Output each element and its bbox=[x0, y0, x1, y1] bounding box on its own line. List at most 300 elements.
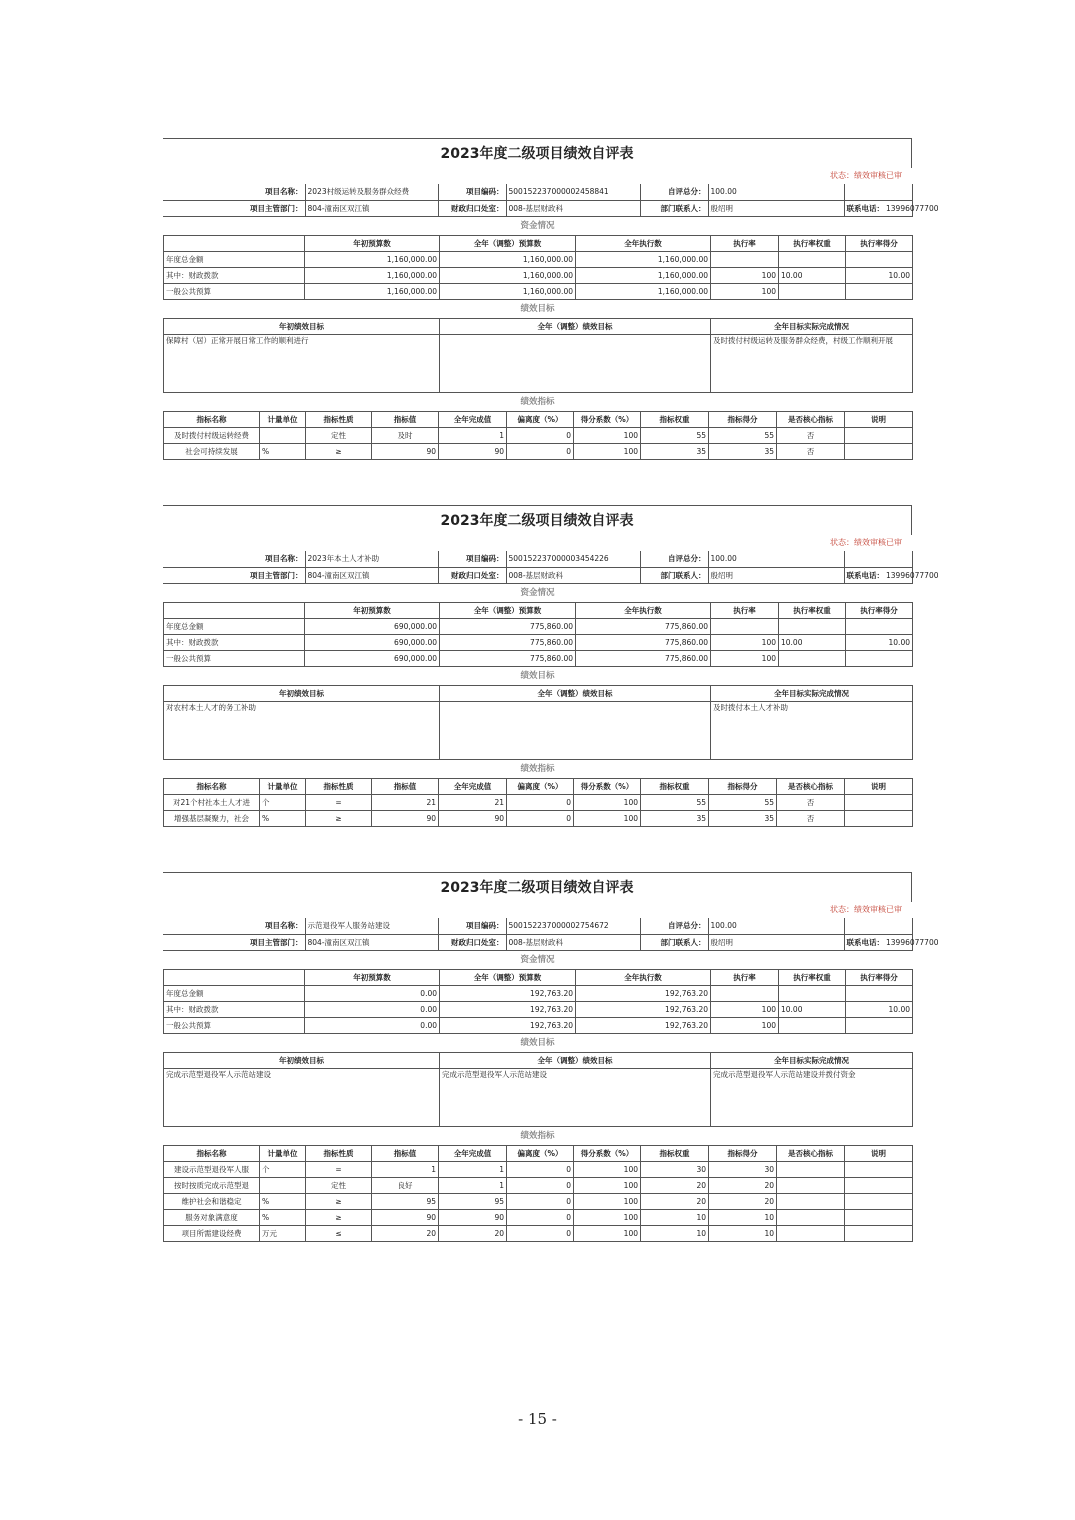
goal-header: 全年（调整）绩效目标 bbox=[440, 318, 711, 334]
phone-label bbox=[844, 567, 939, 583]
funds-cell: 1,160,000.00 bbox=[576, 251, 711, 267]
funds-cell bbox=[846, 251, 913, 267]
funds-cell bbox=[779, 251, 846, 267]
indicator-header: 说明 bbox=[845, 1145, 913, 1161]
indicator-cell: 1 bbox=[439, 1161, 507, 1177]
indicator-cell: 定性 bbox=[306, 1177, 372, 1193]
funds-header: 年初预算数 bbox=[305, 235, 440, 251]
dept-label: 项目主管部门： bbox=[163, 567, 305, 583]
funds-header bbox=[164, 602, 305, 618]
funds-header: 执行率权重 bbox=[779, 969, 846, 985]
funds-header: 执行率得分 bbox=[846, 969, 913, 985]
funds-cell: 1,160,000.00 bbox=[440, 283, 576, 299]
indicator-cell: 20 bbox=[641, 1177, 709, 1193]
score-label: 自评总分： bbox=[640, 551, 708, 567]
indicator-cell: 否 bbox=[777, 427, 845, 443]
funds-cell: 年度总金额 bbox=[164, 618, 305, 634]
funds-header: 执行率 bbox=[711, 602, 779, 618]
goal-header: 年初绩效目标 bbox=[164, 318, 440, 334]
funds-cell: 10.00 bbox=[846, 267, 913, 283]
project-name-label: 项目名称： bbox=[163, 184, 305, 200]
section-goals: 绩效目标 bbox=[520, 670, 555, 681]
goal-text: 及时拨付村级运转及服务群众经费，村级工作顺利开展 bbox=[711, 334, 913, 392]
indicator-cell: 0 bbox=[507, 443, 574, 459]
score-value: 100.00 bbox=[708, 918, 844, 934]
dept-value: 804-潼南区双江镇 bbox=[305, 200, 438, 216]
indicators-table bbox=[163, 1145, 913, 1242]
indicator-header: 指标值 bbox=[372, 411, 439, 427]
indicator-header: 指标值 bbox=[372, 778, 439, 794]
goal-text bbox=[440, 701, 711, 759]
indicator-cell: 10 bbox=[709, 1225, 777, 1241]
indicator-cell bbox=[845, 1177, 913, 1193]
indicator-cell bbox=[845, 1225, 913, 1241]
project-name-value: 示范退役军人服务站建设 bbox=[305, 918, 438, 934]
phone-value: 13996077700 bbox=[886, 937, 939, 947]
indicator-cell: 20 bbox=[641, 1193, 709, 1209]
funds-table bbox=[163, 969, 913, 1034]
funds-cell: 0.00 bbox=[305, 1017, 440, 1033]
indicator-header: 得分系数（%） bbox=[574, 1145, 641, 1161]
finance-label: 财政归口处室： bbox=[438, 567, 506, 583]
indicator-cell: 90 bbox=[372, 810, 439, 826]
form-title: 2023年度二级项目绩效自评表 bbox=[163, 505, 912, 535]
funds-cell: 775,860.00 bbox=[440, 634, 576, 650]
indicator-cell bbox=[845, 443, 913, 459]
indicator-row bbox=[164, 810, 913, 826]
section-indicators: 绩效指标 bbox=[520, 1130, 555, 1141]
funds-row bbox=[164, 618, 913, 634]
indicator-header: 是否核心指标 bbox=[777, 778, 845, 794]
project-code-value: 500152237000003454226 bbox=[506, 551, 640, 567]
funds-cell: 10.00 bbox=[846, 1001, 913, 1017]
funds-header: 全年（调整）预算数 bbox=[440, 602, 576, 618]
project-name-value: 2023村级运转及服务群众经费 bbox=[305, 184, 438, 200]
indicator-header: 指标名称 bbox=[164, 778, 260, 794]
indicator-header: 指标权重 bbox=[641, 411, 709, 427]
goal-text: 保障村（居）正常开展日常工作的顺利进行 bbox=[164, 334, 440, 392]
goal-header: 全年（调整）绩效目标 bbox=[440, 1052, 711, 1068]
indicator-row bbox=[164, 1161, 913, 1177]
funds-cell: 775,860.00 bbox=[440, 618, 576, 634]
funds-header: 执行率权重 bbox=[779, 602, 846, 618]
indicator-header: 指标权重 bbox=[641, 1145, 709, 1161]
indicator-cell: 建设示范型退役军人服 bbox=[164, 1161, 260, 1177]
project-code-value: 500152237000002754672 bbox=[506, 918, 640, 934]
goal-header: 全年目标实际完成情况 bbox=[711, 1052, 913, 1068]
funds-cell: 10.00 bbox=[779, 634, 846, 650]
goal-header: 全年（调整）绩效目标 bbox=[440, 685, 711, 701]
funds-cell: 1,160,000.00 bbox=[440, 267, 576, 283]
indicator-cell: ≥ bbox=[306, 443, 372, 459]
status-badge: 状态：绩效审核已审 bbox=[830, 905, 902, 914]
indicator-cell: 10 bbox=[709, 1209, 777, 1225]
project-name-value: 2023年本土人才补助 bbox=[305, 551, 438, 567]
score-label: 自评总分： bbox=[640, 918, 708, 934]
indicator-cell: 维护社会和谐稳定 bbox=[164, 1193, 260, 1209]
funds-cell: 775,860.00 bbox=[576, 634, 711, 650]
finance-label: 财政归口处室： bbox=[438, 934, 506, 950]
indicator-cell: 55 bbox=[641, 427, 709, 443]
phone-label-text: 联系电话： bbox=[846, 203, 884, 213]
section-goals: 绩效目标 bbox=[520, 1037, 555, 1048]
indicator-header: 指标得分 bbox=[709, 411, 777, 427]
indicator-header: 偏离度（%） bbox=[507, 411, 574, 427]
funds-cell: 100 bbox=[711, 1017, 779, 1033]
status-badge: 状态：绩效审核已审 bbox=[830, 538, 902, 547]
indicator-cell: 0 bbox=[507, 1193, 574, 1209]
indicator-cell: 100 bbox=[574, 794, 641, 810]
indicator-cell: 项目所需建设经费 bbox=[164, 1225, 260, 1241]
funds-cell: 690,000.00 bbox=[305, 634, 440, 650]
funds-cell: 一般公共预算 bbox=[164, 1017, 305, 1033]
finance-value: 008-基层财政科 bbox=[506, 200, 640, 216]
indicator-cell: 1 bbox=[439, 427, 507, 443]
project-info-table bbox=[163, 184, 939, 217]
goal-text bbox=[440, 334, 711, 392]
indicator-cell bbox=[777, 1225, 845, 1241]
indicator-row bbox=[164, 1177, 913, 1193]
indicator-cell: 90 bbox=[372, 443, 439, 459]
goals-table bbox=[163, 318, 913, 393]
indicator-header: 指标权重 bbox=[641, 778, 709, 794]
funds-cell: 192,763.20 bbox=[440, 1017, 576, 1033]
funds-cell bbox=[711, 251, 779, 267]
funds-row bbox=[164, 283, 913, 299]
indicator-cell: ≥ bbox=[306, 810, 372, 826]
indicator-cell bbox=[777, 1177, 845, 1193]
indicator-cell: 否 bbox=[777, 443, 845, 459]
funds-header: 全年执行数 bbox=[576, 602, 711, 618]
indicator-cell: ≥ bbox=[306, 1209, 372, 1225]
contact-label: 部门联系人： bbox=[640, 200, 708, 216]
indicator-header: 指标性质 bbox=[306, 1145, 372, 1161]
indicator-header: 指标名称 bbox=[164, 1145, 260, 1161]
funds-cell: 其中：财政拨款 bbox=[164, 1001, 305, 1017]
indicator-cell bbox=[777, 1193, 845, 1209]
dept-value: 804-潼南区双江镇 bbox=[305, 934, 438, 950]
indicator-cell: 55 bbox=[709, 427, 777, 443]
indicator-cell: 10 bbox=[641, 1225, 709, 1241]
indicator-cell: 30 bbox=[709, 1161, 777, 1177]
indicator-cell: 否 bbox=[777, 810, 845, 826]
indicator-header: 得分系数（%） bbox=[574, 778, 641, 794]
page-number: - 15 - bbox=[518, 1410, 557, 1428]
funds-cell bbox=[846, 1017, 913, 1033]
goal-text: 完成示范型退役军人示范站建设 bbox=[440, 1068, 711, 1126]
funds-header: 年初预算数 bbox=[305, 602, 440, 618]
indicator-header: 指标得分 bbox=[709, 778, 777, 794]
funds-cell: 100 bbox=[711, 1001, 779, 1017]
funds-cell: 100 bbox=[711, 634, 779, 650]
indicator-header: 得分系数（%） bbox=[574, 411, 641, 427]
indicator-cell: 个 bbox=[260, 794, 306, 810]
indicator-cell: % bbox=[260, 1193, 306, 1209]
funds-cell: 年度总金额 bbox=[164, 985, 305, 1001]
funds-header: 全年（调整）预算数 bbox=[440, 235, 576, 251]
form-2 bbox=[163, 505, 939, 827]
indicator-cell: 按时按质完成示范型退 bbox=[164, 1177, 260, 1193]
indicator-cell: 100 bbox=[574, 1209, 641, 1225]
funds-cell bbox=[846, 650, 913, 666]
indicator-cell: 否 bbox=[777, 794, 845, 810]
indicator-row bbox=[164, 427, 913, 443]
funds-cell: 1,160,000.00 bbox=[576, 267, 711, 283]
goal-header: 全年目标实际完成情况 bbox=[711, 318, 913, 334]
funds-cell bbox=[846, 618, 913, 634]
indicator-cell: 10 bbox=[641, 1209, 709, 1225]
project-name-label: 项目名称： bbox=[163, 551, 305, 567]
indicator-cell: 服务对象满意度 bbox=[164, 1209, 260, 1225]
funds-header: 执行率权重 bbox=[779, 235, 846, 251]
funds-header: 执行率得分 bbox=[846, 235, 913, 251]
funds-cell bbox=[779, 283, 846, 299]
indicator-row bbox=[164, 443, 913, 459]
funds-cell: 100 bbox=[711, 267, 779, 283]
indicator-header: 是否核心指标 bbox=[777, 411, 845, 427]
indicator-cell: 1 bbox=[439, 1177, 507, 1193]
funds-cell bbox=[779, 1017, 846, 1033]
indicator-cell: 0 bbox=[507, 1161, 574, 1177]
score-label: 自评总分： bbox=[640, 184, 708, 200]
indicator-cell: = bbox=[306, 1161, 372, 1177]
finance-label: 财政归口处室： bbox=[438, 200, 506, 216]
indicator-cell: 55 bbox=[709, 794, 777, 810]
indicator-header: 说明 bbox=[845, 778, 913, 794]
indicator-cell bbox=[845, 1193, 913, 1209]
funds-table bbox=[163, 235, 913, 300]
goal-header: 全年目标实际完成情况 bbox=[711, 685, 913, 701]
indicator-header: 指标性质 bbox=[306, 411, 372, 427]
section-funds: 资金情况 bbox=[520, 954, 555, 965]
indicator-header: 全年完成值 bbox=[439, 411, 507, 427]
indicator-cell: 0 bbox=[507, 1225, 574, 1241]
goal-text: 完成示范型退役军人示范站建设 bbox=[164, 1068, 440, 1126]
indicator-cell: 对21个村社本土人才进 bbox=[164, 794, 260, 810]
funds-cell bbox=[711, 985, 779, 1001]
indicator-cell: 及时 bbox=[372, 427, 439, 443]
indicator-cell: 增强基层凝聚力，社会 bbox=[164, 810, 260, 826]
indicator-cell bbox=[260, 1177, 306, 1193]
goals-table bbox=[163, 1052, 913, 1127]
funds-header: 全年执行数 bbox=[576, 969, 711, 985]
phone-label-text: 联系电话： bbox=[846, 570, 884, 580]
indicator-cell: 20 bbox=[439, 1225, 507, 1241]
dept-label: 项目主管部门： bbox=[163, 200, 305, 216]
funds-cell: 775,860.00 bbox=[576, 618, 711, 634]
indicator-header: 指标值 bbox=[372, 1145, 439, 1161]
indicator-cell: 35 bbox=[709, 810, 777, 826]
indicator-cell: 100 bbox=[574, 810, 641, 826]
indicator-cell: = bbox=[306, 794, 372, 810]
project-info-table bbox=[163, 918, 939, 951]
indicator-cell: 90 bbox=[439, 443, 507, 459]
indicator-header: 是否核心指标 bbox=[777, 1145, 845, 1161]
funds-header: 执行率 bbox=[711, 969, 779, 985]
indicator-cell: % bbox=[260, 810, 306, 826]
funds-row bbox=[164, 267, 913, 283]
status-badge: 状态：绩效审核已审 bbox=[830, 171, 902, 180]
section-indicators: 绩效指标 bbox=[520, 396, 555, 407]
indicator-row bbox=[164, 1225, 913, 1241]
indicator-header: 偏离度（%） bbox=[507, 1145, 574, 1161]
phone-label-text: 联系电话： bbox=[846, 937, 884, 947]
funds-cell: 其中：财政拨款 bbox=[164, 267, 305, 283]
goal-text: 对农村本土人才的务工补助 bbox=[164, 701, 440, 759]
funds-cell: 690,000.00 bbox=[305, 650, 440, 666]
dept-label: 项目主管部门： bbox=[163, 934, 305, 950]
funds-cell: 1,160,000.00 bbox=[576, 283, 711, 299]
indicator-header: 偏离度（%） bbox=[507, 778, 574, 794]
funds-header: 年初预算数 bbox=[305, 969, 440, 985]
indicator-cell: 55 bbox=[641, 794, 709, 810]
funds-cell bbox=[779, 985, 846, 1001]
indicator-row bbox=[164, 1209, 913, 1225]
funds-cell: 一般公共预算 bbox=[164, 283, 305, 299]
indicator-cell bbox=[260, 427, 306, 443]
contact-value: 殷绍明 bbox=[708, 567, 844, 583]
contact-value: 殷绍明 bbox=[708, 200, 844, 216]
indicator-cell: 20 bbox=[709, 1177, 777, 1193]
indicator-cell: % bbox=[260, 1209, 306, 1225]
phone-value: 13996077700 bbox=[886, 570, 939, 580]
funds-cell: 192,763.20 bbox=[576, 1001, 711, 1017]
indicator-row bbox=[164, 794, 913, 810]
indicator-cell: 30 bbox=[641, 1161, 709, 1177]
indicator-header: 全年完成值 bbox=[439, 778, 507, 794]
indicator-cell: 90 bbox=[439, 810, 507, 826]
indicator-cell: 100 bbox=[574, 427, 641, 443]
indicator-cell: 社会可持续发展 bbox=[164, 443, 260, 459]
funds-row bbox=[164, 634, 913, 650]
funds-header bbox=[164, 235, 305, 251]
funds-row bbox=[164, 985, 913, 1001]
form-1 bbox=[163, 138, 939, 460]
funds-row bbox=[164, 251, 913, 267]
phone-value: 13996077700 bbox=[886, 203, 939, 213]
funds-cell bbox=[779, 618, 846, 634]
indicator-cell: 90 bbox=[439, 1209, 507, 1225]
indicators-table bbox=[163, 411, 913, 460]
indicator-header: 说明 bbox=[845, 411, 913, 427]
project-code-label: 项目编码： bbox=[438, 551, 506, 567]
funds-cell: 一般公共预算 bbox=[164, 650, 305, 666]
funds-table bbox=[163, 602, 913, 667]
funds-row bbox=[164, 1017, 913, 1033]
finance-value: 008-基层财政科 bbox=[506, 567, 640, 583]
indicator-cell: 0 bbox=[507, 794, 574, 810]
finance-value: 008-基层财政科 bbox=[506, 934, 640, 950]
funds-cell: 1,160,000.00 bbox=[440, 251, 576, 267]
indicator-header: 指标得分 bbox=[709, 1145, 777, 1161]
funds-header bbox=[164, 969, 305, 985]
indicator-cell: 0 bbox=[507, 810, 574, 826]
indicator-cell: 1 bbox=[372, 1161, 439, 1177]
section-indicators: 绩效指标 bbox=[520, 763, 555, 774]
indicator-cell: 及时拨付村级运转经费 bbox=[164, 427, 260, 443]
indicator-header: 指标名称 bbox=[164, 411, 260, 427]
indicator-cell: 35 bbox=[641, 810, 709, 826]
indicators-table bbox=[163, 778, 913, 827]
funds-cell: 其中：财政拨款 bbox=[164, 634, 305, 650]
funds-cell bbox=[779, 650, 846, 666]
funds-cell: 690,000.00 bbox=[305, 618, 440, 634]
project-code-label: 项目编码： bbox=[438, 184, 506, 200]
indicator-cell: 100 bbox=[574, 1193, 641, 1209]
funds-cell: 192,763.20 bbox=[440, 1001, 576, 1017]
funds-cell: 0.00 bbox=[305, 985, 440, 1001]
funds-cell: 1,160,000.00 bbox=[305, 251, 440, 267]
indicator-cell: 90 bbox=[372, 1209, 439, 1225]
funds-cell: 100 bbox=[711, 283, 779, 299]
dept-value: 804-潼南区双江镇 bbox=[305, 567, 438, 583]
goal-text: 完成示范型退役军人示范站建设并拨付资金 bbox=[711, 1068, 913, 1126]
section-funds: 资金情况 bbox=[520, 220, 555, 231]
funds-cell bbox=[711, 618, 779, 634]
indicator-cell: 95 bbox=[439, 1193, 507, 1209]
indicator-cell: ≥ bbox=[306, 1193, 372, 1209]
indicator-cell: 100 bbox=[574, 1161, 641, 1177]
indicator-header: 计量单位 bbox=[260, 778, 306, 794]
project-code-value: 500152237000002458841 bbox=[506, 184, 640, 200]
funds-row bbox=[164, 650, 913, 666]
indicator-cell: 21 bbox=[439, 794, 507, 810]
funds-cell bbox=[846, 985, 913, 1001]
indicator-cell bbox=[777, 1161, 845, 1177]
funds-cell: 0.00 bbox=[305, 1001, 440, 1017]
funds-cell: 1,160,000.00 bbox=[305, 267, 440, 283]
indicator-cell: 个 bbox=[260, 1161, 306, 1177]
score-value: 100.00 bbox=[708, 184, 844, 200]
indicator-header: 计量单位 bbox=[260, 1145, 306, 1161]
project-info-table bbox=[163, 551, 939, 584]
contact-value: 殷绍明 bbox=[708, 934, 844, 950]
funds-cell: 192,763.20 bbox=[576, 985, 711, 1001]
funds-cell: 100 bbox=[711, 650, 779, 666]
indicator-cell: % bbox=[260, 443, 306, 459]
indicator-row bbox=[164, 1193, 913, 1209]
indicator-header: 计量单位 bbox=[260, 411, 306, 427]
contact-label: 部门联系人： bbox=[640, 567, 708, 583]
indicator-header: 指标性质 bbox=[306, 778, 372, 794]
indicator-cell: 20 bbox=[709, 1193, 777, 1209]
indicator-cell: 100 bbox=[574, 1177, 641, 1193]
funds-cell: 1,160,000.00 bbox=[305, 283, 440, 299]
indicator-cell: 0 bbox=[507, 427, 574, 443]
project-name-label: 项目名称： bbox=[163, 918, 305, 934]
indicator-cell bbox=[845, 427, 913, 443]
funds-cell: 10.00 bbox=[846, 634, 913, 650]
indicator-cell bbox=[845, 1209, 913, 1225]
funds-cell: 10.00 bbox=[779, 267, 846, 283]
indicator-cell: 20 bbox=[372, 1225, 439, 1241]
indicator-cell: 35 bbox=[641, 443, 709, 459]
indicator-cell: 35 bbox=[709, 443, 777, 459]
funds-cell: 10.00 bbox=[779, 1001, 846, 1017]
goals-table bbox=[163, 685, 913, 760]
indicator-cell: 21 bbox=[372, 794, 439, 810]
indicator-cell: 0 bbox=[507, 1177, 574, 1193]
indicator-cell bbox=[845, 810, 913, 826]
phone-label bbox=[844, 934, 939, 950]
indicator-cell: 良好 bbox=[372, 1177, 439, 1193]
funds-cell: 192,763.20 bbox=[576, 1017, 711, 1033]
score-value: 100.00 bbox=[708, 551, 844, 567]
funds-header: 全年执行数 bbox=[576, 235, 711, 251]
section-goals: 绩效目标 bbox=[520, 303, 555, 314]
indicator-cell: 95 bbox=[372, 1193, 439, 1209]
indicator-cell: 0 bbox=[507, 1209, 574, 1225]
